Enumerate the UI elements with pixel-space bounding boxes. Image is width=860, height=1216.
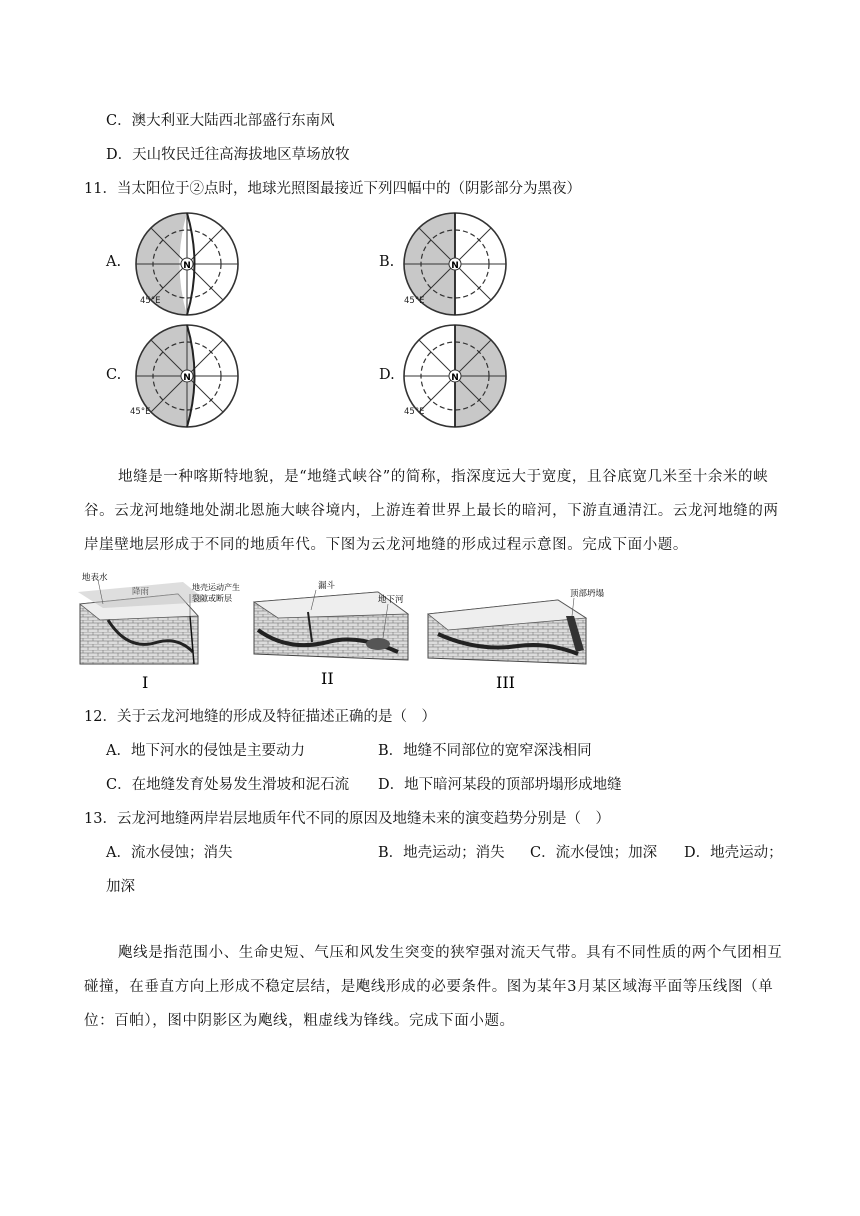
q13-option-d: D．地壳运动； (684, 845, 783, 861)
passage-line: 谷。云龙河地缝地处湖北恩施大峡谷境内，上游连着世界上最长的暗河，下游直通清江。云龙河地缝的两 (84, 503, 779, 519)
label-collapse: 顶部坍塌 (570, 589, 605, 599)
passage-line: 地缝是一种喀斯特地貌，是“地缝式峡谷”的简称，指深度远大于宽度，且谷底宽几米至十余米的峡 (118, 469, 769, 485)
q11-option-d-label: D. (379, 367, 395, 383)
label-funnel: 漏斗 (318, 581, 336, 591)
label-rain: 降雨 (132, 587, 150, 597)
q12-option-b: B．地缝不同部位的宽窄深浅相同 (378, 743, 592, 759)
q11-a-marker: 45°E (140, 296, 161, 306)
q11-option-a-label: A. (106, 254, 122, 270)
option-d: D．天山牧民迁往高海拔地区草场放牧 (106, 147, 350, 163)
panel-label-1: I (142, 673, 149, 692)
q12-option-d: D．地下暗河某段的顶部坍塌形成地缝 (378, 777, 622, 793)
north-letter: N (183, 373, 191, 383)
panel-label-2: II (321, 669, 334, 688)
q13-option-c: C．流水侵蚀；加深 (530, 845, 658, 861)
q11-b-marker: 45°E (404, 296, 425, 306)
option-c: C．澳大利亚大陆西北部盛行东南风 (106, 113, 335, 129)
q11-option-c-label: C. (106, 367, 122, 383)
difeng-formation-figure (78, 572, 618, 694)
north-letter: N (183, 261, 191, 271)
question-11-stem: 11．当太阳位于②点时，地球光照图最接近下列四幅中的（阴影部分为黑夜） (84, 181, 581, 197)
label-underground-river: 地下河 (378, 595, 404, 605)
label-crust: 地壳运动产生 (192, 583, 240, 592)
q12-option-a: A．地下河水的侵蚀是主要动力 (106, 743, 305, 759)
q11-d-marker: 45°E (404, 407, 425, 417)
q13-option-a: A．流水侵蚀；消失 (106, 845, 233, 861)
question-12-stem: 12．关于云龙河地缝的形成及特征描述正确的是（ ） (84, 709, 436, 725)
q13-option-b: B．地壳运动；消失 (378, 845, 505, 861)
passage-line: 碰撞，在垂直方向上形成不稳定层结，是飑线形成的必要条件。图为某年3月某区域海平面等压线图（单 (84, 979, 774, 995)
passage-line: 飑线是指范围小、生命史短、气压和风发生突变的狭窄强对流天气带。具有不同性质的两个气团相互 (118, 945, 783, 961)
label-surface-water: 地表水 (82, 573, 108, 583)
q11-c-marker: 45°E (130, 407, 151, 417)
q13-option-d-cont: 加深 (106, 879, 135, 895)
question-13-stem: 13．云龙河地缝两岸岩层地质年代不同的原因及地缝未来的演变趋势分别是（ ） (84, 811, 610, 827)
north-letter: N (451, 261, 459, 271)
q11-option-b-label: B. (379, 254, 395, 270)
passage-difeng (84, 460, 784, 562)
passage-line: 位：百帕），图中阴影区为飑线，粗虚线为锋线。完成下面小题。 (84, 1013, 515, 1029)
panel-label-3: III (496, 673, 515, 692)
q12-option-c: C．在地缝发育处易发生滑坡和泥石流 (106, 777, 350, 793)
label-crust2: 裂隙或断层 (192, 594, 232, 603)
panel-3 (428, 598, 586, 664)
passage-squall-line (84, 936, 784, 1038)
passage-line: 岸崖壁地层形成于不同的地质年代。下图为云龙河地缝的形成过程示意图。完成下面小题。 (84, 537, 688, 553)
north-letter: N (451, 373, 459, 383)
